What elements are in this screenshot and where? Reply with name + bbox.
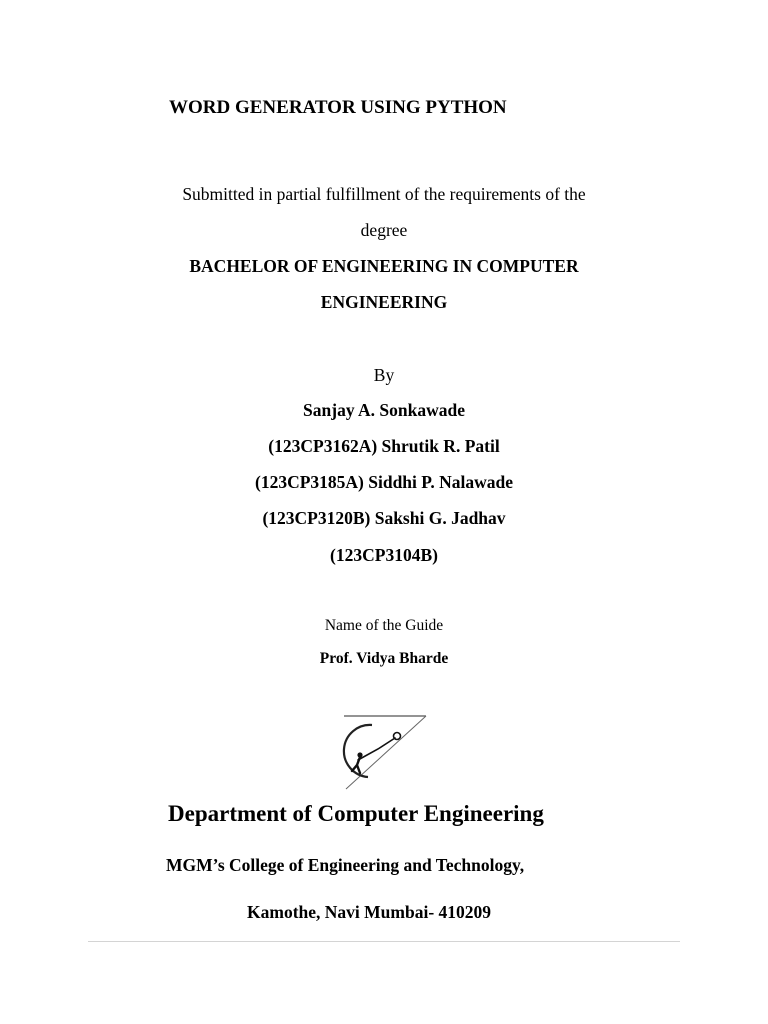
team-member-line: (123CP3185A) Siddhi P. Nalawade — [255, 472, 513, 492]
college-logo-icon — [338, 713, 430, 791]
guide-name: Prof. Vidya Bharde — [319, 650, 449, 667]
college-logo — [338, 713, 430, 791]
submission-statement-line-1: Submitted in partial fulfillment of the requirements of the — [182, 184, 586, 204]
submission-statement-line-2: degree — [360, 220, 408, 240]
college-address: Kamothe, Navi Mumbai- 410209 — [247, 902, 492, 922]
team-member-line: Sanjay A. Sonkawade — [303, 400, 465, 420]
team-member-line: (123CP3104B) — [330, 545, 438, 565]
department-name: Department of Computer Engineering — [168, 801, 544, 826]
guide-label: Name of the Guide — [324, 617, 444, 634]
degree-name-line-1: BACHELOR OF ENGINEERING IN COMPUTER — [189, 256, 579, 276]
degree-name-line-2: ENGINEERING — [320, 292, 448, 312]
document-title: WORD GENERATOR USING PYTHON — [169, 97, 507, 118]
by-label: By — [373, 365, 395, 385]
team-member-line: (123CP3162A) Shrutik R. Patil — [268, 436, 500, 456]
footer-divider — [88, 941, 680, 942]
team-member-line: (123CP3120B) Sakshi G. Jadhav — [262, 508, 506, 528]
college-name: MGM’s College of Engineering and Technology, — [166, 855, 525, 875]
